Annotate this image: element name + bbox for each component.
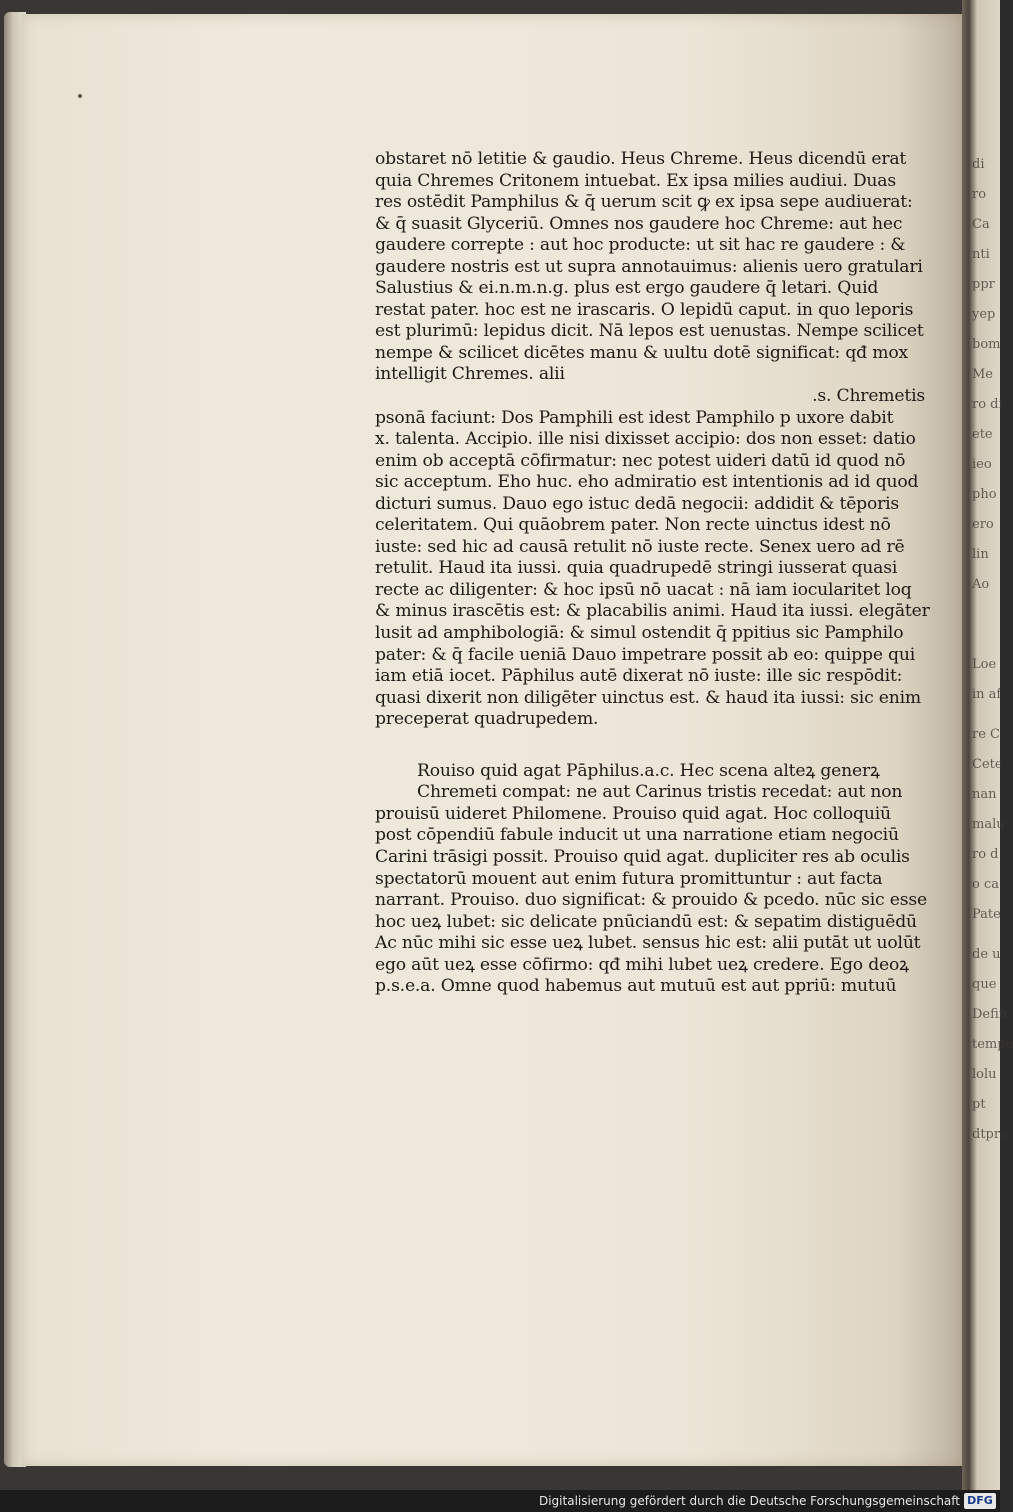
text-line: Salustius & ei.n.m.n.g. plus est ergo gaudere q̄ letari. Quid — [375, 278, 879, 299]
text-line: gaudere nostris est ut supra annotauimus: alienis uero gratulari — [375, 256, 923, 277]
next-page-fragment: Defin — [972, 1007, 1008, 1022]
text-line: hoc ueꝝ lubet: sic delicate pnūciandū est: & sepatim distiguēdū — [375, 911, 917, 932]
funding-credit: Digitalisierung gefördert durch die Deutsche Forschungsgemeinschaft — [538, 1494, 960, 1508]
next-page-fragment: Me — [972, 367, 994, 382]
next-page-fragment: pt — [972, 1097, 986, 1112]
text-line: enim ob acceptā cōfirmatur: nec potest uideri datū id quod nō — [375, 450, 906, 471]
text-line: lusit ad amphibologiā: & simul ostendit q̄ ppitius sic Pamphilo — [375, 623, 904, 644]
book-page — [22, 14, 962, 1466]
text-line: Chremeti compat: ne aut Carinus tristis recedat: aut non — [417, 782, 903, 803]
next-page-fragment: ete — [972, 427, 993, 442]
text-line: iam etiā iocet. Pāphilus autē dixerat nō iuste: ille sic respōdit: — [375, 666, 903, 687]
next-page-fragment: Loe — [972, 657, 997, 672]
next-page-fragment: que — [972, 977, 997, 992]
text-line: ego aūt ueꝝ esse cōfirmo: qđ mihi lubet ueꝝ credere. Ego deoꝝ — [375, 954, 909, 975]
page-speck — [78, 94, 82, 98]
text-line: x. talenta. Accipio. ille nisi dixisset accipio: dos non esset: datio — [375, 429, 916, 450]
next-page-fragment: nti — [972, 247, 990, 262]
next-page-fragment: ro — [972, 187, 987, 202]
text-line: intelligit Chremes. alii — [375, 364, 565, 385]
next-page-fragment: Ao — [972, 577, 990, 592]
text-line: Carini trāsigi possit. Prouiso quid agat. dupliciter res ab oculis — [375, 846, 910, 867]
footer-bar — [0, 1490, 1000, 1512]
next-page-fragment: ero — [972, 517, 994, 532]
next-page-fragment: ieo — [972, 457, 992, 472]
text-line: p.s.e.a. Omne quod habemus aut mutuū est aut ppriū: mutuū — [375, 976, 897, 997]
next-page-fragment: di — [972, 157, 985, 172]
text-line: est plurimū: lepidus dicit. Nā lepos est uenustas. Nempe scilicet — [375, 321, 924, 342]
text-line: & q̄ suasit Glyceriū. Omnes nos gaudere hoc Chreme: aut hec — [375, 213, 903, 234]
text-line: spectatorū mouent aut enim futura promittuntur : aut facta — [375, 868, 883, 889]
next-page-fragment: dtpre — [972, 1127, 1008, 1142]
text-line: Ac nūc mihi sic esse ueꝝ lubet. sensus hic est: alii putāt ut uolūt — [375, 933, 921, 954]
text-line: gaudere correpte : aut hoc producte: ut sit hac re gaudere : & — [375, 235, 906, 256]
next-page-fragment: ro d — [972, 847, 999, 862]
next-page-fragment: o ca — [972, 877, 999, 892]
next-page-fragment: malu — [972, 817, 1005, 832]
text-line: retulit. Haud ita iussi. quia quadrupedē stringi iusserat quasi — [375, 558, 898, 579]
next-page-fragment: Pate — [972, 907, 1001, 922]
next-page-fragment: lin — [972, 547, 989, 562]
next-page-fragment: Ca — [972, 217, 990, 232]
text-column — [375, 149, 930, 998]
text-line: obstaret nō letitie & gaudio. Heus Chreme. Heus dicendū erat — [375, 149, 907, 169]
dfg-logo: DFG — [964, 1493, 996, 1509]
text-line: prouisū uideret Philomene. Prouiso quid agat. Hoc colloquiū — [375, 803, 891, 824]
text-line: sic acceptum. Eho huc. eho admiratio est intentionis ad id quod — [375, 472, 919, 493]
next-page-fragment: tempo — [972, 1037, 1013, 1052]
text-line: recte ac diligenter: & hoc ipsū nō uacat : nā iam iocularitet loq — [375, 579, 912, 600]
next-page-fragment: pho — [972, 487, 997, 502]
text-line: Rouiso quid agat Pāphilus.a.c. Hec scena alteꝝ generꝝ — [417, 760, 880, 781]
next-page-fragment: lolu — [972, 1067, 997, 1082]
next-page-fragment: re C — [972, 727, 1000, 742]
next-page-fragment: yep — [972, 307, 996, 322]
next-page-fragment: in af — [972, 687, 1002, 702]
text-line: quia Chremes Critonem intuebat. Ex ipsa milies audiui. Duas — [375, 170, 896, 191]
text-line: celeritatem. Qui quāobrem pater. Non recte uinctus idest nō — [375, 515, 891, 536]
next-page-fragment: Cete — [972, 757, 1003, 772]
text-line: restat pater. hoc est ne irascaris. O lepidū caput. in quo leporis — [375, 299, 914, 320]
next-page-fragment: nan — [972, 787, 997, 802]
next-page-fragment: ppr — [972, 277, 995, 292]
text-line: quasi dixerit non diligēter uinctus est. & haud ita iussi: sic enim — [375, 687, 921, 708]
text-line: res ostēdit Pamphilus & q̄ uerum scit ꝙ ex ipsa sepe audiuerat: — [375, 192, 913, 213]
next-page-fragment: ro di — [972, 397, 1003, 412]
text-line: & minus irascētis est: & placabilis animi. Haud ita iussi. elegāter — [375, 601, 930, 622]
text-line: dicturi sumus. Dauo ego istuc dedā negocii: addidit & tēporis — [375, 493, 900, 514]
text-line: pater: & q̄ facile ueniā Dauo impetrare possit ab eo: quippe qui — [375, 644, 916, 665]
next-page-fragment: bom — [972, 337, 1001, 352]
text-line: psonā faciunt: Dos Pamphili est idest Pamphilo p uxore dabit — [375, 407, 894, 428]
text-line: narrant. Prouiso. duo significat: & prouido & pcedo. nūc sic esse — [375, 890, 927, 911]
text-line: nempe & scilicet dicētes manu & uultu dotē significat: qđ mox — [375, 342, 908, 363]
next-page-gutter — [962, 0, 1013, 1490]
text-line: post cōpendiū fabule inducit ut una narratione etiam negociū — [375, 825, 899, 846]
paragraph-gap — [375, 731, 925, 761]
text-line: preceperat quadrupedem. — [375, 709, 599, 730]
text-line: .s. Chremetis — [812, 386, 925, 407]
text-line: iuste: sed hic ad causā retulit nō iuste recte. Senex uero ad rē — [375, 536, 905, 557]
next-page-fragment: de u — [972, 947, 1001, 962]
